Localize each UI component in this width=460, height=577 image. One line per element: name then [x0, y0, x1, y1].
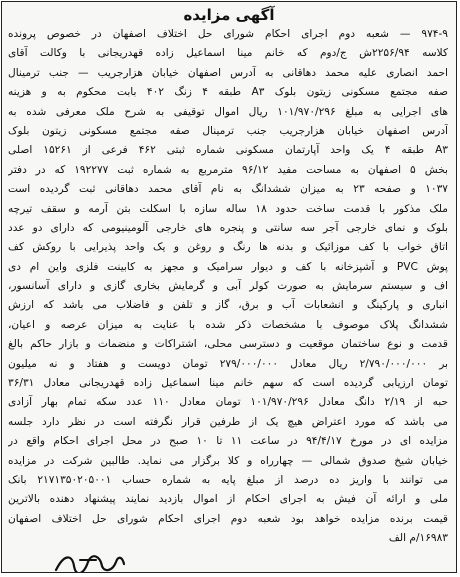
notice-line: می توانند با واریز ده درصد از مبلغ پایه به شماره حساب ۲۱۷۱۳۵۰۲۰۵۰۰۱ بانک — [8, 473, 448, 486]
notice-line: پوش PVC و آشپزخانه با کف و دیوار سرامیک و مجهز به کابینت فلزی واین ام دی — [8, 260, 448, 273]
notice-line: قدمت و نوع ساختمان موقعیت و دسترسی محلی، اشتراکات و منضمات و بازار حاکم بالغ — [8, 338, 448, 351]
notice-line: بلوک و نمای خارجی آجر سه سانتی و پنجره های خارجی آلومینیومی که دارای دو عدد — [8, 221, 448, 234]
notice-line: ۱۶۹۸۳/م الف — [388, 532, 448, 545]
notice-line: می باشد که مورد اعتراض هیچ یک از طرفین قرار نگرفته است در نظر دارد جلسه — [8, 415, 448, 428]
notice-line: حبه از ۲/۱۹ دانگ معادل ۱۰۱/۹۷۰/۲۹۶ تومان معادل ۱۱۰ عدد سکه تمام بهار آزادی — [8, 396, 448, 409]
notice-line: A۳ طبقه ۴ یک واحد آپارتمان مسکونی شماره ثبتی ۴۶۲ فرعی از ۱۵۲۶۱ اصلی — [8, 144, 448, 157]
notice-line: آدرس اصفهان خیابان هزارجریب جنب ترمینال صفه مجتمع مسکونی زیتون بلوک — [8, 124, 448, 137]
notice-line: انباری و پارکینگ و انشعابات آب و برق، گاز و تلفن و فاضلاب می باشد که ارزش — [8, 299, 448, 312]
notice-line: احمد انصاری علیه محمد دهاقانی به آدرس اصفهان خیابان هزارجریب — جنب ترمینال — [8, 66, 448, 79]
notice-line: بر ۲/۷۹۰/۰۰۰/۰۰۰ ریال معادل ۲۷۹/۰۰۰/۰۰۰ تومان دویست و هفتاد و نه میلیون — [8, 357, 448, 370]
notice-line: ۹۷۴-۹ — شعبه دوم اجرای احکام شورای حل اختلاف اصفهان در خصوص پرونده — [8, 28, 448, 40]
notice-line: بخش ۵ اصفهان به مساحت مفید ۹۶/۱۲ مترمربع به شماره ثبت ۱۹۲۲۷۷ که در دفتر — [8, 163, 448, 176]
notice-title: آگهی مزایده — [183, 6, 275, 24]
notice-line: صفه مجتمع مسکونی زیتون بلوک A۳ طبقه ۴ زنگ ۴۰۲ بابت محکوم به و هزینه — [8, 86, 448, 99]
notice-page — [1, 1, 457, 573]
notice-line: مزایده ای در مورخ ۹۴/۴/۱۷ در ساعت ۱۱ تا ۱۰ صبح در محل اجرای احکام واقع در — [8, 435, 448, 448]
notice-line: کلاسه ۲۲۵۶/۹۴ش ج/دوم که خانم مینا اسماعیل زاده قهدریجانی با وکالت آقای — [8, 47, 448, 60]
notice-line: قیمت برنده مزایده خواهد بود شعبه دوم اجرای احکام شورای حل اختلاف اصفهان — [8, 512, 448, 525]
notice-line: خیابان شیخ صدوق شمالی — چهارراه و کلا برگزار می نماید. طالبین شرکت در مزایده — [8, 454, 448, 467]
notice-line: ملک مذکور با قدمت ساخت حدود ۱۸ ساله سازه با اسکلت بتن آرمه و سقف تیرچه — [8, 202, 448, 215]
notice-line: ملی و ارائه آن فیش به اجرای احکام از اموال بازدید نمایند پیشنهاد دهنده بالاترین — [8, 493, 448, 506]
notice-line: ششدانگ پلاک موصوف با مشخصات ذکر شده با عنایت به میزان عرصه و اعیان، — [8, 318, 448, 331]
notice-line: اتاق خواب با کف موزائیک و بدنه ها رنگ و روغن و یک واحد پذیرایی با روکش کف — [8, 241, 448, 254]
notice-body — [2, 25, 456, 549]
notice-line: تومان ارزیابی گردیده است که سهم خانم مینا اسماعیل زاده قهدریجانی معادل ۳۶/۳۱ — [8, 377, 448, 390]
signature-mark — [50, 550, 130, 573]
notice-line: ۱۰۳۷ و صفحه ۲۳ به میزان ششدانگ به نام آقای محمد دهاقانی ثبت گردیده است — [8, 183, 448, 196]
notice-line: های اجرایی به مبلغ ۱۰۱/۹۷۰/۲۹۶ ریال اموال توقیفی به شرح ملک معرفی شده به — [8, 105, 448, 118]
notice-line: اف و سیستم سرمایش به صورت کولر آبی و گرمایش بخاری گازی و دارای آسانسور، — [8, 280, 448, 293]
